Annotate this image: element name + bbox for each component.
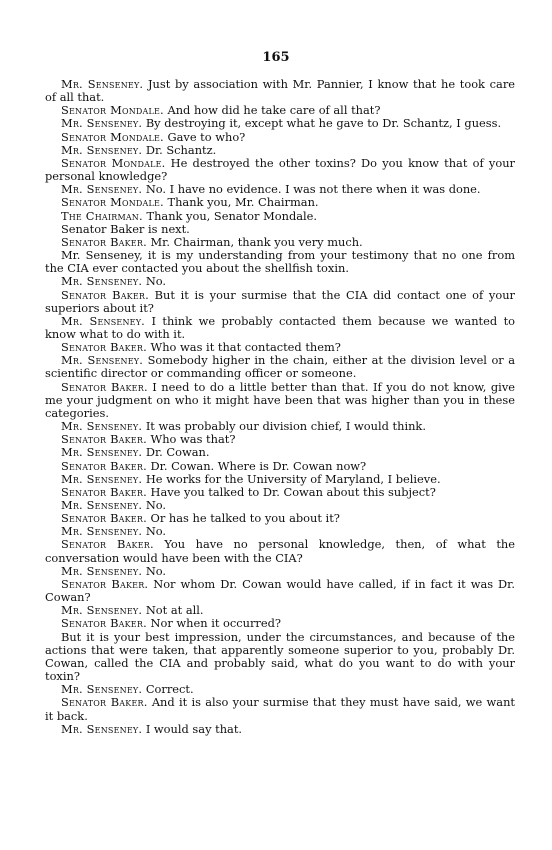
speaker-name: Senator Mondale.	[60, 103, 164, 118]
paragraph-text: Mr. Senseney, it is my understanding from your testimony that no one from the CIA ever contacted you about the shellfish toxin.	[45, 248, 515, 276]
speaker-name: Mr. Senseney.	[60, 721, 143, 736]
speaker-name: Senator Baker.	[60, 616, 147, 631]
paragraph-text: Senator Baker is next.	[60, 221, 190, 236]
transcript-paragraph	[45, 538, 515, 564]
speaker-name: Mr. Senseney.	[60, 116, 143, 131]
paragraph-text: By destroying it, except what he gave to Dr. Schantz, I guess.	[145, 116, 502, 131]
paragraph-text: No. I have no evidence. I was not there when it was done.	[145, 182, 481, 197]
transcript-paragraph	[45, 289, 515, 315]
paragraph-text: Nor when it occurred?	[150, 616, 282, 631]
speaker-name: Senator Baker.	[60, 576, 149, 591]
transcript-paragraph	[45, 249, 515, 275]
paragraph-text: He destroyed the other toxins? Do you know that of your personal knowledge?	[45, 155, 515, 184]
speaker-name: Senator Baker.	[60, 484, 147, 499]
speaker-name: Mr. Senseney.	[60, 498, 143, 512]
speaker-name: Senator Mondale.	[60, 129, 164, 144]
speaker-name: Mr. Senseney.	[60, 682, 143, 697]
transcript-paragraph	[45, 578, 515, 604]
paragraph-text: Not at all.	[145, 603, 204, 618]
paragraph-text: No.	[145, 563, 167, 578]
transcript-paragraph	[45, 157, 515, 183]
paragraph-text: And it is also your surmise that they must have said, we want it back.	[45, 695, 515, 723]
paragraph-text: Gave to who?	[167, 129, 246, 144]
transcript-paragraph	[45, 631, 515, 684]
paragraph-text: Somebody higher in the chain, either at the division level or a scientific director or commanding officer or someone.	[45, 353, 516, 381]
paragraph-text: Thank you, Mr. Chairman.	[167, 195, 319, 210]
paragraph-text: No.	[145, 498, 167, 512]
paragraph-text: Thank you, Senator Mondale.	[146, 208, 318, 223]
paragraph-text: Mr. Chairman, thank you very much.	[150, 234, 363, 249]
speaker-name: Senator Mondale.	[60, 155, 166, 170]
paragraph-text: Just by association with Mr. Pannier, I know that he took care of all that.	[45, 77, 516, 105]
speaker-name: Senator Baker.	[60, 234, 147, 249]
speaker-name: Mr. Senseney.	[60, 274, 143, 289]
speaker-name: Mr. Senseney.	[60, 524, 143, 539]
speaker-name: Mr. Senseney.	[60, 142, 143, 157]
paragraph-text: No.	[145, 274, 167, 289]
speaker-name: Mr. Senseney.	[60, 77, 144, 91]
paragraph-text: I would say that.	[145, 721, 243, 736]
speaker-name: Senator Baker.	[60, 287, 149, 302]
speaker-name: The Chairman.	[60, 208, 143, 223]
speaker-name: Senator Baker.	[60, 458, 147, 473]
paragraph-text: And how did he take care of all that?	[167, 103, 381, 118]
speaker-name: Mr. Senseney.	[60, 419, 143, 434]
paragraph-text: It was probably our division chief, I would think.	[145, 419, 426, 434]
speaker-name: Mr. Senseney.	[60, 182, 143, 197]
paragraph-text: I need to do a little better than that. If you do not know, give me your judgment on who it might have been that was higher than you in these categories.	[45, 379, 516, 420]
speaker-name: Senator Baker.	[60, 537, 154, 552]
transcript-paragraph	[45, 696, 515, 722]
paragraph-text: Have you talked to Dr. Cowan about this subject?	[150, 484, 436, 499]
speaker-name: Mr. Senseney.	[60, 313, 145, 328]
transcript-paragraph	[45, 381, 515, 420]
paragraph-text: But it is your best impression, under the circumstances, and because of the actions that were taken, that apparently someone superior to you, probably Dr. Cowan, called the CIA and probably said, what do you want to do with your toxin?	[45, 629, 515, 684]
speaker-name: Mr. Senseney.	[60, 563, 143, 578]
paragraph-text: He works for the University of Maryland, I believe.	[145, 471, 441, 486]
paragraph-text: But it is your surmise that the CIA did contact one of your superiors about it?	[45, 287, 515, 315]
speaker-name: Senator Baker.	[60, 432, 147, 447]
transcript-paragraph	[45, 315, 515, 341]
page-number: 165	[262, 50, 290, 65]
paragraph-text: No.	[145, 524, 167, 539]
paragraph-text: Or has he talked to you about it?	[150, 511, 340, 526]
transcript-paragraph	[45, 723, 515, 736]
speaker-name: Mr. Senseney.	[60, 603, 143, 618]
transcript-paragraph	[45, 78, 515, 104]
paragraph-text: Nor whom Dr. Cowan would have called, if in fact it was Dr. Cowan?	[45, 576, 515, 605]
paragraph-text: Dr. Cowan. Where is Dr. Cowan now?	[150, 458, 367, 473]
transcript-body	[45, 78, 515, 736]
paragraph-text: Correct.	[145, 682, 194, 697]
speaker-name: Senator Baker.	[60, 340, 147, 355]
transcript-paragraph	[45, 354, 515, 380]
paragraph-text: Dr. Schantz.	[145, 142, 217, 157]
speaker-name: Mr. Senseney.	[60, 471, 143, 486]
speaker-name: Senator Baker.	[60, 511, 147, 526]
speaker-name: Senator Baker.	[60, 695, 148, 710]
paragraph-text: You have no personal knowledge, then, of what the conversation would have been with the CIA?	[45, 537, 515, 565]
paragraph-text: I think we probably contacted them because we wanted to know what to do with it.	[45, 313, 516, 341]
paragraph-text: Dr. Cowan.	[145, 445, 210, 460]
speaker-name: Mr. Senseney.	[60, 353, 144, 368]
speaker-name: Senator Mondale.	[60, 195, 164, 210]
speaker-name: Senator Baker.	[60, 379, 148, 394]
speaker-name: Mr. Senseney.	[60, 445, 143, 460]
paragraph-text: Who was that?	[150, 432, 236, 447]
paragraph-text: Who was it that contacted them?	[150, 340, 341, 355]
